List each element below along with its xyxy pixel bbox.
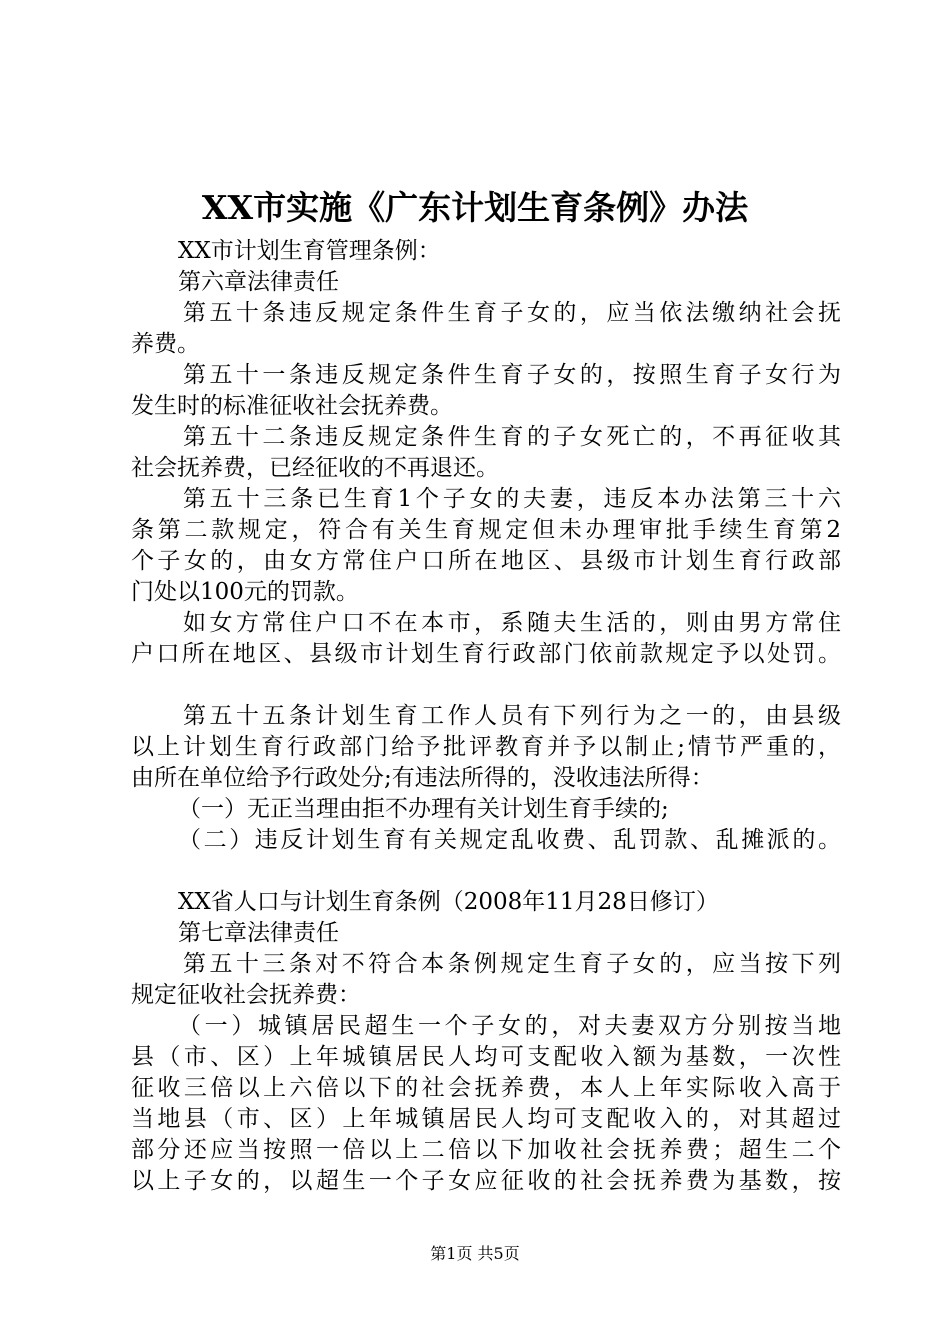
document-title: XX市实施《广东计划生育条例》办法	[201, 188, 749, 227]
text-line: 第五十五条计划生育工作人员有下列行为之一的，由县级	[183, 703, 841, 729]
text-line: 如女方常住户口不在本市，系随夫生活的，则由男方常住	[183, 610, 841, 636]
text-line: 征收三倍以上六倍以下的社会抚养费，本人上年实际收入高于	[131, 1075, 841, 1101]
list-item: （一）无正当理由拒不办理有关计划生育手续的;	[178, 796, 669, 822]
text-line: 部分还应当按照一倍以上二倍以下加收社会抚养费；超生二个	[131, 1137, 841, 1163]
text-line: 社会抚养费，已经征收的不再退还。	[131, 455, 499, 481]
text-line: 第五十三条已生育1个子女的夫妻，违反本办法第三十六	[183, 486, 841, 512]
text-line: 户口所在地区、县级市计划生育行政部门依前款规定予以处罚。	[131, 641, 841, 667]
text-line: 发生时的标准征收社会抚养费。	[131, 393, 453, 419]
text-line: 第五十条违反规定条件生育子女的，应当依法缴纳社会抚	[183, 300, 841, 326]
chapter-heading: 第六章法律责任	[178, 269, 339, 295]
text-line: 由所在单位给予行政处分;有违法所得的，没收违法所得：	[131, 765, 714, 791]
blank-line	[131, 670, 841, 701]
text-line: 养费。	[131, 331, 200, 357]
text-line: 规定征收社会抚养费：	[131, 982, 361, 1008]
list-item: （一）城镇居民超生一个子女的，对夫妻双方分别按当地	[178, 1013, 841, 1039]
text-line: 县（市、区）上年城镇居民人均可支配收入额为基数，一次性	[131, 1044, 841, 1070]
text-line: 个子女的，由女方常住户口所在地区、县级市计划生育行政部	[131, 548, 841, 574]
text-line: 以上计划生育行政部门给予批评教育并予以制止;情节严重的，	[131, 734, 841, 760]
text-line: 第五十二条违反规定条件生育的子女死亡的，不再征收其	[183, 424, 841, 450]
page-number: 第1页 共5页	[430, 1244, 520, 1263]
text-line: 第五十三条对不符合本条例规定生育子女的，应当按下列	[183, 951, 841, 977]
text-line: 条第二款规定，符合有关生育规定但未办理审批手续生育第2	[131, 517, 841, 543]
chapter-heading: 第七章法律责任	[178, 920, 339, 946]
blank-line	[131, 856, 841, 887]
text-line: 当地县（市、区）上年城镇居民人均可支配收入的，对其超过	[131, 1106, 841, 1132]
list-item: （二）违反计划生育有关规定乱收费、乱罚款、乱摊派的。	[178, 827, 841, 853]
text-line: 门处以100元的罚款。	[131, 579, 359, 605]
text-line: 第五十一条违反规定条件生育子女的，按照生育子女行为	[183, 362, 841, 388]
document-body	[131, 236, 841, 1197]
section-heading: XX省人口与计划生育条例（2008年11月28日修订）	[178, 889, 719, 915]
text-line: XX市计划生育管理条例：	[178, 238, 441, 264]
text-line: 以上子女的，以超生一个子女应征收的社会抚养费为基数，按	[131, 1168, 841, 1194]
